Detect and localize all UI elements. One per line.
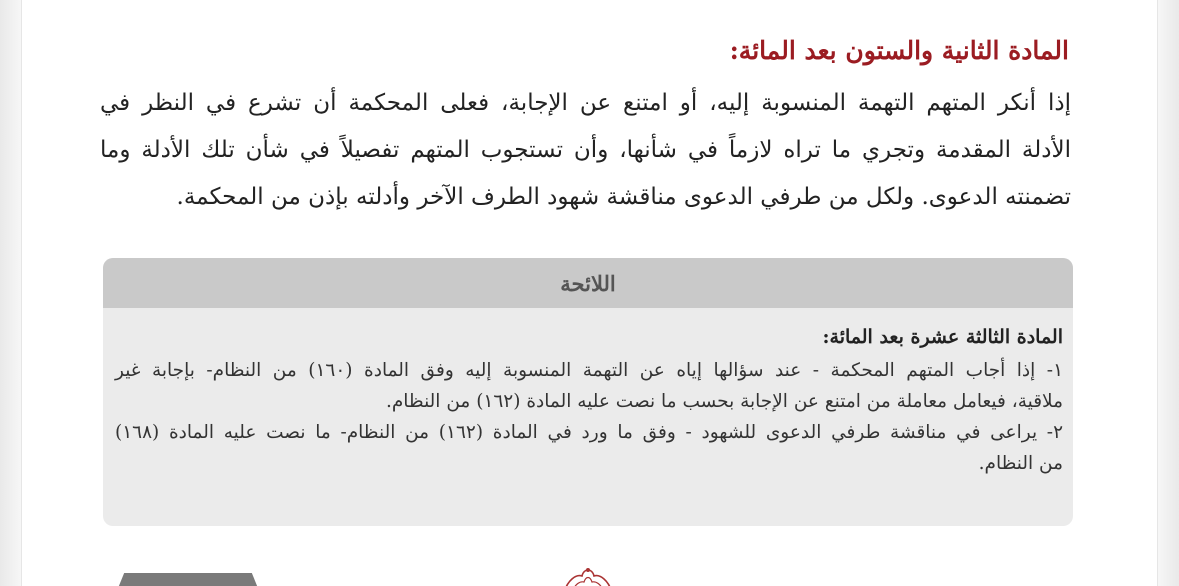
regulations-line: ٢- يراعى في مناقشة طرفي الدعوى للشهود - وفق ما ورد في المادة (١٦٢) من النظام- ما نصت عليه المادة (١٦٨) (115, 422, 1063, 443)
article-line: إذا أنكر المتهم التهمة المنسوبة إليه، أو امتنع عن الإجابة، فعلى المحكمة أن تشرع في النظر في (100, 90, 1071, 116)
page-left-margin (0, 0, 22, 586)
page-right-margin (1157, 0, 1179, 586)
article-line: الأدلة المقدمة وتجري ما تراه لازماً في شأنها، وأن تستجوب المتهم تفصيلاً في شأن تلك الأدلة وما (100, 137, 1071, 163)
article-body (100, 80, 1071, 221)
regulations-line: ١- إذا أجاب المتهم المحكمة - عند سؤالها إياه عن التهمة المنسوبة إليه وفق المادة (١٦٠) من النظام- بإجابة غير (115, 360, 1064, 381)
regulations-content (103, 308, 1073, 479)
article-line: تضمنته الدعوى. ولكل من طرفي الدعوى مناقشة شهود الطرف الآخر وأدلته بإذن من المحكمة. (176, 184, 1071, 210)
regulations-subtitle: المادة الثالثة عشرة بعد المائة: (822, 326, 1063, 348)
regulations-header: اللائحة (103, 258, 1073, 308)
article-title: المادة الثانية والستون بعد المائة: (729, 36, 1069, 65)
page-ornament-icon (560, 562, 616, 586)
regulations-line: ملاقية، فيعامل معاملة من امتنع عن الإجابة بحسب ما نصت عليه المادة (١٦٢) من النظام. (385, 391, 1063, 412)
regulations-box (103, 258, 1073, 526)
footer-tab (112, 573, 264, 586)
regulations-line: من النظام. (978, 453, 1063, 474)
